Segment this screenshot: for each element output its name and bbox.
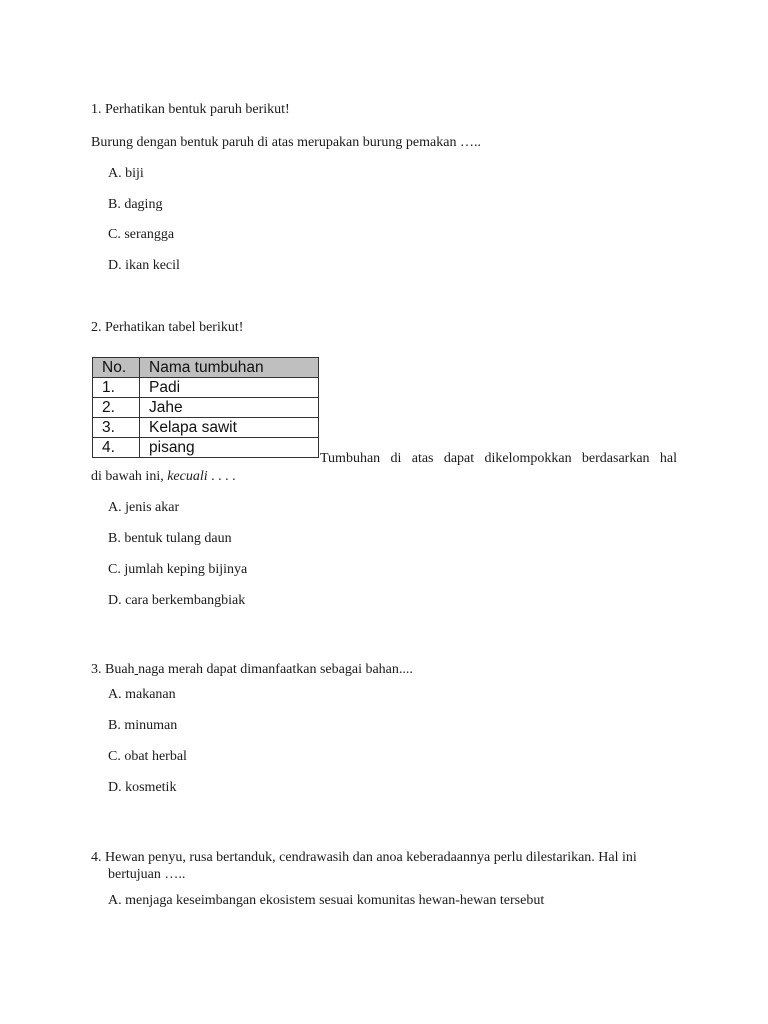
q2-option-b: B. bentuk tulang daun <box>108 531 232 546</box>
q4-option-a: A. menjaga keseimbangan ekosistem sesuai komunitas hewan-hewan tersebut <box>108 893 545 908</box>
table-header-name: Nama tumbuhan <box>140 358 319 378</box>
table-row <box>93 438 319 458</box>
q3-option-c: C. obat herbal <box>108 749 187 764</box>
table-header-no: No. <box>93 358 140 378</box>
q2-option-c: C. jumlah keping bijinya <box>108 562 248 577</box>
q3-title-suffix: naga merah dapat dimanfaatkan sebagai bahan.... <box>138 662 413 677</box>
q3-option-a: A. makanan <box>108 687 176 702</box>
q2-question-line1: Tumbuhan di atas dapat dikelompokkan berdasarkan hal <box>320 451 677 466</box>
q1-option-a: A. biji <box>108 166 144 181</box>
q3-option-d: D. kosmetik <box>108 780 177 795</box>
q1-question: Burung dengan bentuk paruh di atas merupakan burung pemakan ….. <box>91 135 481 150</box>
q1-option-b: B. daging <box>108 197 163 212</box>
table-row <box>93 418 319 438</box>
q1-option-d: D. ikan kecil <box>108 258 180 273</box>
q3-title-prefix: 3. Buah <box>91 662 135 677</box>
q4-title-line2: bertujuan ….. <box>108 867 186 882</box>
q3-option-b: B. minuman <box>108 718 178 733</box>
q2-option-d: D. cara berkembangbiak <box>108 593 246 608</box>
table-cell-no: 2. <box>93 398 140 418</box>
q2-option-a: A. jenis akar <box>108 500 180 515</box>
q2-title: 2. Perhatikan tabel berikut! <box>91 320 244 335</box>
q3-title <box>91 661 413 678</box>
table-cell-no: 3. <box>93 418 140 438</box>
q1-title: 1. Perhatikan bentuk paruh berikut! <box>91 102 290 117</box>
q1-option-c: C. serangga <box>108 227 175 242</box>
table-cell-name: pisang <box>140 438 319 458</box>
table-row <box>93 398 319 418</box>
table-cell-name: Kelapa sawit <box>140 418 319 438</box>
q2-question-suffix: . . . . <box>207 469 236 484</box>
table-row <box>93 378 319 398</box>
table-cell-name: Jahe <box>140 398 319 418</box>
table-cell-no: 4. <box>93 438 140 458</box>
table-header-row <box>93 358 319 378</box>
plants-table <box>92 357 319 458</box>
q2-question-prefix: di bawah ini, <box>91 469 168 484</box>
q4-title-line1: 4. Hewan penyu, rusa bertanduk, cendrawasih dan anoa keberadaannya perlu dilestarikan. Hal ini <box>91 850 637 865</box>
q2-question-except: kecuali <box>167 469 208 484</box>
table-cell-name: Padi <box>140 378 319 398</box>
table-cell-no: 1. <box>93 378 140 398</box>
q2-question-line2 <box>91 468 236 485</box>
